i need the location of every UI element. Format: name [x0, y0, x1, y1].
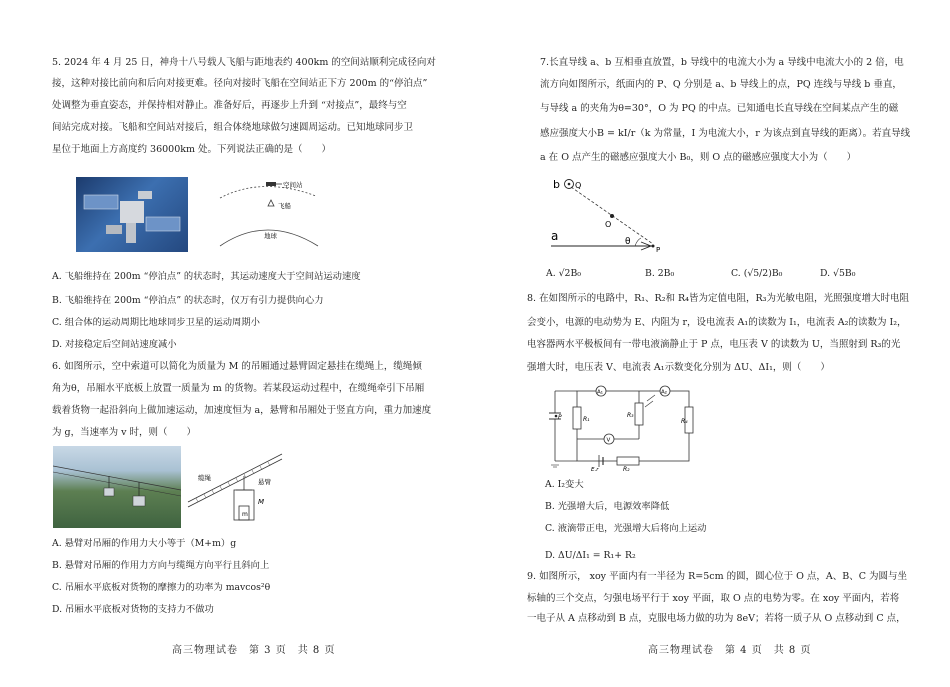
- q9-line: 9. 如图所示， xoy 平面内有一半径为 R=5cm 的圆，圆心位于 O 点，A、B、C 为圆与坐: [527, 571, 908, 582]
- cable-label: 缆绳: [198, 474, 211, 482]
- q7-line: a 在 O 点产生的磁感应强度大小 B₀，则 O 点的磁感应强度大小为（ ）: [540, 152, 857, 163]
- q8-line: 强增大时，电压表 V、电流表 A₁示数变化分别为 ΔU、ΔI₁，则（ ）: [527, 362, 830, 373]
- cable-diagram: [186, 450, 286, 528]
- q7-line: 感应强度大小B = kI/r（k 为常量，I 为电流大小，r 为该点到直导线的距离）。若直导线: [540, 128, 911, 139]
- q5-line: 5. 2024 年 4 月 25 日，神舟十八号载人飞船与距地表约 400km 的空间站顺利完成径向对: [52, 57, 436, 68]
- arm-label: 悬臂: [258, 478, 271, 486]
- q8-option-b: B. 光强增大后，电源效率降低: [545, 501, 670, 512]
- q5-line: 接，这种对接比前向和后向对接更难。径向对接时飞船在空间站正下方 200m 的“停泊点”: [52, 78, 428, 89]
- q9-line: 标轴的三个交点，匀强电场平行于 xoy 平面，取 O 点的电势为零。在 xoy 平面内，若将: [527, 593, 900, 604]
- point-Q-label: Q: [575, 181, 582, 190]
- point-P-label: P: [656, 246, 661, 254]
- wire-a-label: a: [551, 229, 559, 243]
- q8-option-c: C. 液滴带正电，光强增大后将向上运动: [545, 523, 707, 534]
- earth-label: 地球: [264, 232, 277, 240]
- q6-line: 载着货物一起沿斜向上做加速运动，加速度恒为 a，悬臂和吊厢处于竖直方向，重力加速度: [52, 405, 432, 416]
- q7-option-c: C. (√5/2)B₀: [731, 268, 783, 279]
- q5-option-a: A. 飞船维持在 200m “停泊点” 的状态时，其运动速度大于空间站运动速度: [52, 271, 361, 282]
- q5-option-c: C. 组合体的运动周期比地球同步卫星的运动周期小: [52, 317, 260, 328]
- space-station-illustration: [76, 177, 188, 252]
- mass-m-label: m: [242, 511, 248, 518]
- q9-line: 一电子从 A 点移动到 B 点，克服电场力做的功为 8eV；若将一质子从 O 点移动到 C 点，: [527, 613, 906, 624]
- q8-line: 电容器两水平极板间有一带电液滴静止于 P 点，电压表 V 的读数为 U，当照射到 R₃的光: [527, 339, 901, 350]
- resistor-R4-label: R₄: [681, 418, 688, 425]
- q6-line: 角为θ，吊厢水平底板上放置一质量为 m 的货物。若某段运动过程中，在缆绳牵引下吊厢: [52, 383, 425, 394]
- angle-theta-label: θ: [625, 237, 631, 247]
- wire-diagram: [545, 172, 675, 256]
- q7-option-b: B. 2B₀: [645, 268, 675, 279]
- right-page: [475, 0, 950, 687]
- source-Er-label: E,r: [591, 467, 599, 471]
- q7-line: 与导线 a 的夹角为θ=30°，O 为 PQ 的中点。已知通电长直导线在空间某点产生的磁: [540, 103, 899, 114]
- circuit-diagram: [547, 383, 697, 471]
- wire-b-label: b: [553, 178, 560, 191]
- station-label: 空间站: [283, 181, 303, 189]
- point-O-label: O: [605, 220, 612, 229]
- q6-line: 6. 如图所示，空中索道可以简化为质量为 M 的吊厢通过悬臂固定悬挂在缆绳上，缆绳倾: [52, 361, 422, 372]
- orbit-diagram: [212, 176, 322, 248]
- cable-car-photo: [53, 446, 181, 528]
- space-station-photo: [76, 177, 188, 252]
- q8-line: 8. 在如图所示的电路中，R₁、R₂和 R₄皆为定值电阻，R₃为光敏电阻，光照强度增大时电阻: [527, 293, 909, 304]
- resistor-R1-label: R₁: [583, 416, 590, 423]
- q5-line: 星位于地面上方高度约 36000km 处。下列说法正确的是（ ）: [52, 144, 332, 155]
- ship-label: 飞船: [278, 202, 291, 210]
- q7-line: 7.长直导线 a、b 互相垂直放置，b 导线中的电流大小为 a 导线中电流大小的 2 倍，电: [540, 57, 904, 68]
- ammeter-A1-label: A₁: [597, 389, 603, 396]
- q5-line: 间站完成对接。飞船和空间站对接后，组合体绕地球做匀速圆周运动。已知地球同步卫: [52, 122, 414, 133]
- resistor-R2-label: R₂: [623, 466, 630, 471]
- q5-option-b: B. 飞船维持在 200m “停泊点” 的状态时，仅万有引力提供向心力: [52, 295, 324, 306]
- q5-option-d: D. 对接稳定后空间站速度减小: [52, 339, 177, 350]
- q8-line: 会变小，电源的电动势为 E、内阻为 r，设电流表 A₁的读数为 I₁，电流表 A₂的读数为 I₂，: [527, 317, 907, 328]
- q6-option-d: D. 吊厢水平底板对货物的支持力不做功: [52, 604, 214, 615]
- q5-line: 处调整为垂直姿态，并保持相对静止。准备好后，再逐步上升到 “对接点”，最终与空: [52, 100, 407, 111]
- ammeter-A2-label: A₂: [661, 389, 667, 396]
- cable-car-illustration: [53, 446, 181, 528]
- mass-M-label: M: [258, 498, 265, 506]
- footer-page-3: 高三物理试卷 第 3 页 共 8 页: [172, 645, 336, 656]
- q7-line: 流方向如图所示，纸面内的 P、Q 分别是 a、b 导线上的点，PQ 连线与导线 b 垂直，: [540, 79, 902, 90]
- voltmeter-V-label: V: [606, 437, 611, 444]
- q8-option-d: D. ΔU/ΔI₁ = R₁+ R₂: [545, 550, 636, 561]
- droplet-P-label: P: [558, 414, 562, 421]
- resistor-R3-label: R₃: [627, 412, 634, 419]
- q7-option-a: A. √2B₀: [546, 268, 582, 279]
- q8-option-a: A. I₂变大: [545, 479, 584, 490]
- q6-option-a: A. 悬臂对吊厢的作用力大小等于（M+m）g: [52, 538, 237, 549]
- q6-line: 为 g，当速率为 v 时，则（ ）: [52, 427, 197, 438]
- footer-page-4: 高三物理试卷 第 4 页 共 8 页: [648, 645, 812, 656]
- q6-option-c: C. 吊厢水平底板对货物的摩擦力的功率为 mavcos²θ: [52, 582, 271, 593]
- q7-option-d: D. √5B₀: [820, 268, 856, 279]
- q6-option-b: B. 悬臂对吊厢的作用力方向与缆绳方向平行且斜向上: [52, 560, 270, 571]
